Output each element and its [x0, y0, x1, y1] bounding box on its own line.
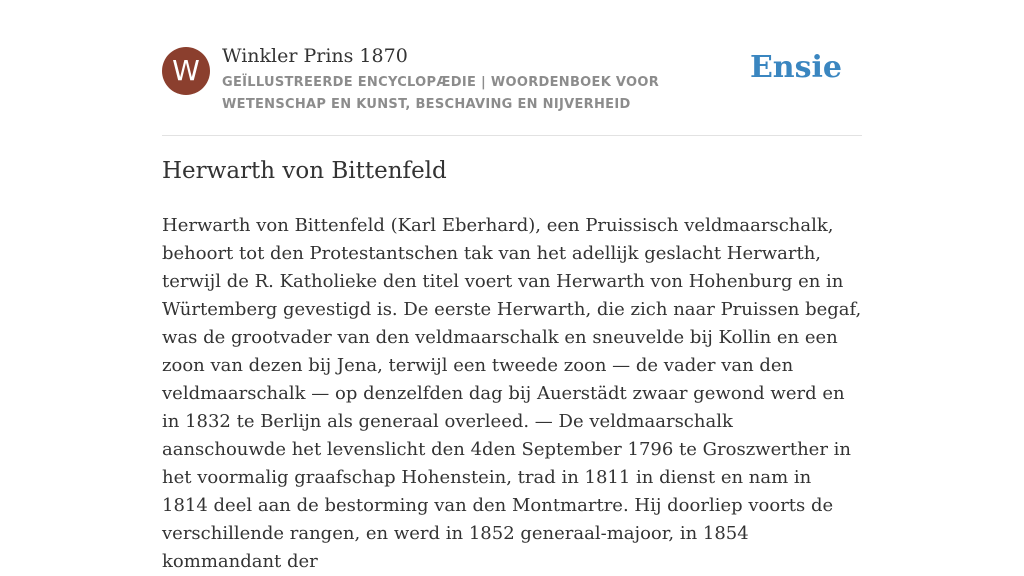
publication-subtitle: GEÏLLUSTREERDE ENCYCLOPÆDIE | WOORDENBOEK VOOR WETENSCHAP EN KUNST, BESCHAVING EN NIJVERHEID — [222, 75, 660, 112]
publication-title[interactable]: Winkler Prins 1870 — [222, 45, 408, 67]
article-title: Herwarth von Bittenfeld — [162, 158, 447, 184]
publication-avatar[interactable]: W — [162, 47, 210, 95]
header — [162, 0, 862, 136]
page — [162, 0, 862, 572]
article-body: Herwarth von Bittenfeld (Karl Eberhard), een Pruissisch veldmaarschalk, behoort tot den Protestantschen tak van het adellijk geslacht Herwarth, terwijl de R. Katholieke den titel voert van Herwarth von Hohenburg en in Würtemberg gevestigd is. De eerste Herwarth, die zich naar Pruissen begaf, was de grootvader van den veldmaarschalk en sneuvelde bij Kollin en een zoon van dezen bij Jena, terwijl een tweede zoon — de vader van den veldmaarschalk — op denzelfden dag bij Auerstädt zwaar gewond werd en in 1832 te Berlijn als generaal overleed. — De veldmaarschalk aanschouwde het levenslicht den 4den September 1796 te Groszwerther in het voormalig graafschap Hohenstein, trad in 1811 in dienst en nam in 1814 deel aan de bestorming van den Montmartre. Hij doorliep voorts de verschillende rangen, en werd in 1852 generaal-majoor, in 1854 kommandant der — [162, 215, 862, 572]
ensie-logo[interactable]: Ensie — [749, 50, 842, 85]
